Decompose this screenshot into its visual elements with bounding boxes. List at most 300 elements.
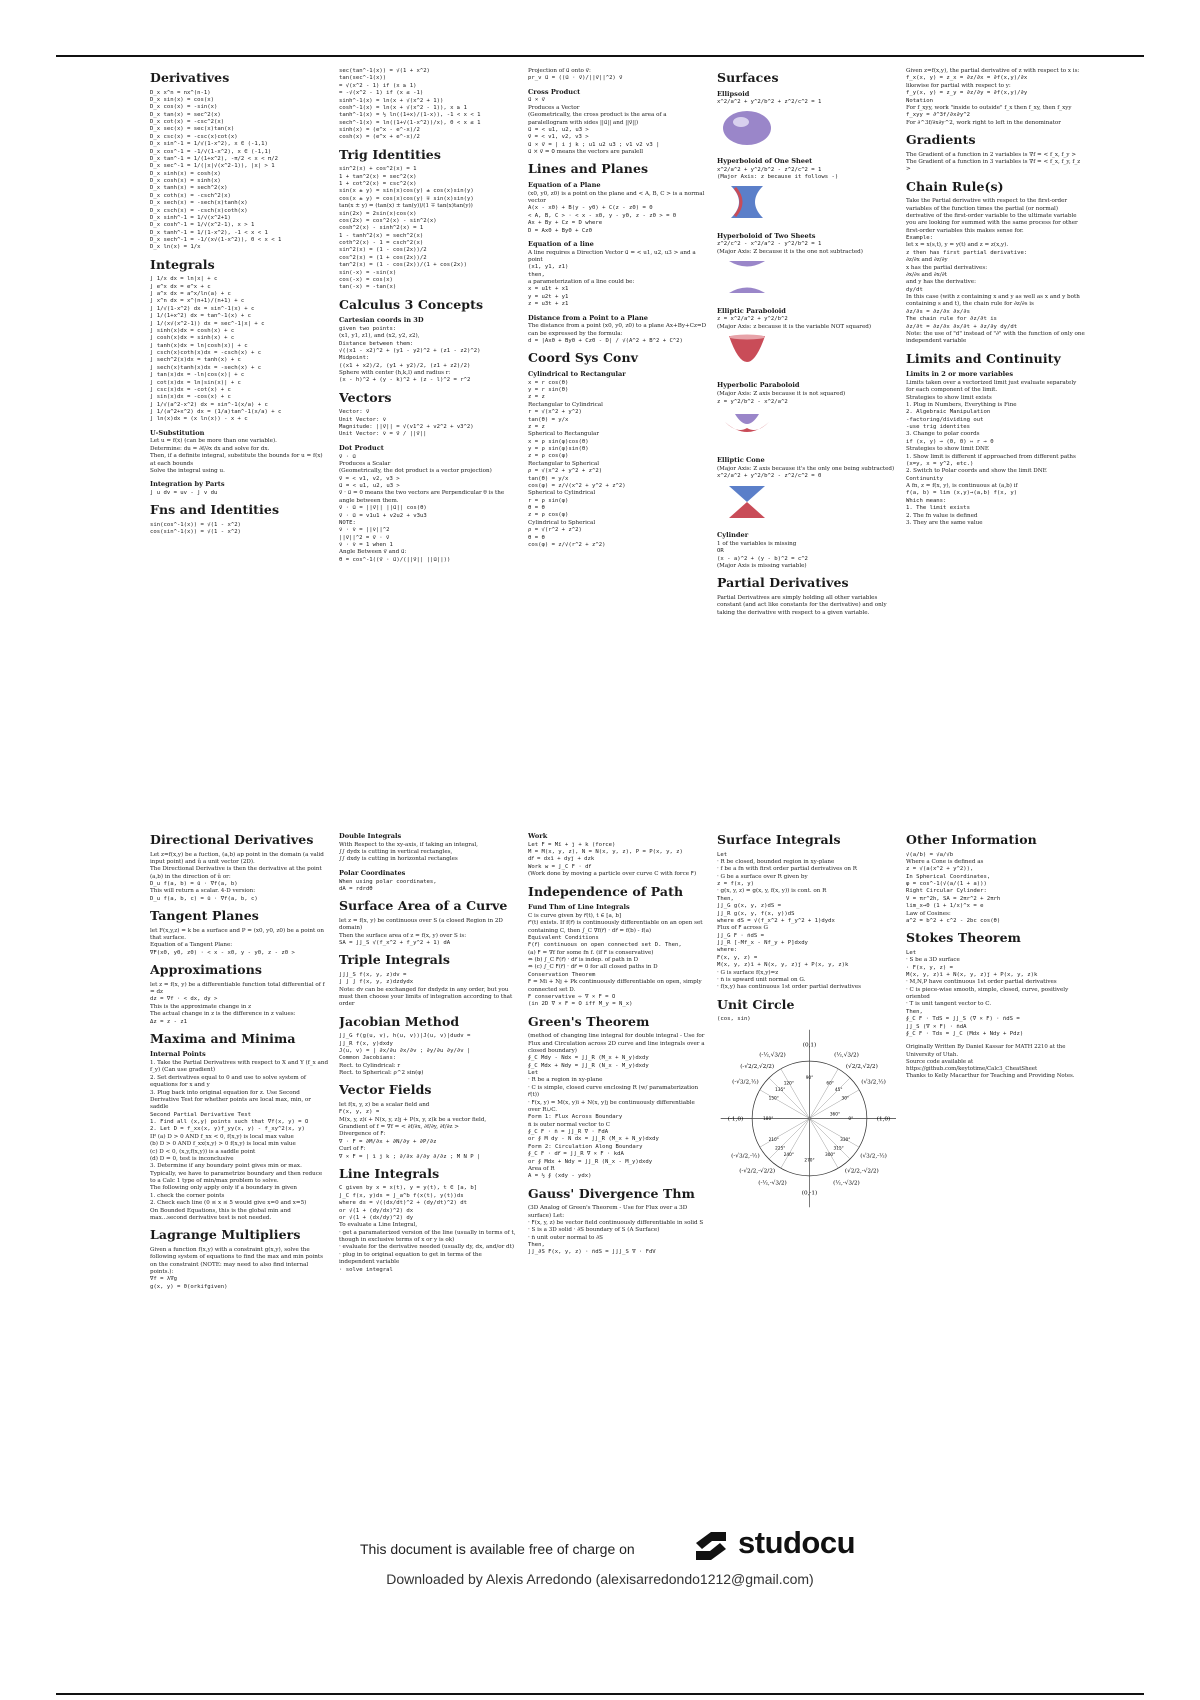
- degree-label: 225°: [775, 1145, 786, 1151]
- formula-line: cos(φ) = z/√(r^2 + z^2): [528, 541, 606, 548]
- formula-line: likewise for partial with respect to y:: [906, 82, 1011, 89]
- formula-line: · f be a fn with first order partial derivatives on R: [717, 866, 858, 873]
- formula-line: F⃗(r⃗) continuous on open connected set D. Then,: [528, 942, 682, 949]
- formula-line: Produces a Vector: [528, 104, 580, 111]
- formula-line: r = √(x^2 + y^2): [528, 409, 582, 416]
- formula-line: Let: [528, 1070, 539, 1077]
- formula-line: Let: [906, 949, 917, 956]
- formula-line: 1 - tanh^2(x) = sech^2(x): [339, 232, 424, 239]
- degree-label: 240°: [783, 1152, 794, 1158]
- formula-line: √((x1 - x2)^2 + (y1 - y2)^2 + (z1 - z2)^2): [339, 347, 481, 354]
- formula-line: ∫ 1/x dx = ln|x| + c: [150, 276, 218, 283]
- formula-line: Rectangular to Spherical: [528, 460, 600, 467]
- subsection-heading: Hyperbolic Paraboloid: [717, 381, 800, 390]
- formula-line: ∫∫ dxdy is cutting in horizontal rectangles: [339, 856, 458, 863]
- formula-line: Unit Vector: v̂ = v⃗ / ||v⃗||: [339, 431, 427, 438]
- formula-line: The following only apply only if a boundary in given: [150, 1185, 298, 1192]
- degree-label: 300°: [825, 1152, 836, 1158]
- formula-line: z = x^2/a^2 + y^2/b^2: [717, 316, 788, 323]
- degree-label: 60°: [826, 1080, 834, 1086]
- formula-line: (x1, y1, z1), and (x2, y2, z2),: [339, 333, 420, 340]
- degree-label: 315°: [833, 1145, 844, 1151]
- formula-line: θ = cos^-1((v⃗ · u⃗)/(||v⃗|| ||u⃗||)): [339, 556, 451, 563]
- formula-line: ((x1 + x2)/2, (y1 + y2)/2, (z1 + z2)/2): [339, 362, 471, 369]
- formula-line: z = ρ cos(φ): [528, 453, 569, 460]
- section: [906, 132, 1085, 174]
- formula-line: = √(x^2 - 1) if (x ≥ 1): [339, 82, 417, 89]
- formula-line: With Respect to the xy-axis, if taking an integral,: [339, 841, 478, 848]
- formula-line: Equation of a Tangent Plane:: [150, 942, 233, 949]
- formula-line: Divergence of F⃗:: [339, 1131, 386, 1138]
- formula-line: ∫ cosh(x)dx = sinh(x) + c: [150, 335, 235, 342]
- formula-line: ∫ cot(x)dx = ln|sin(x)| + c: [150, 379, 241, 386]
- column-4: [717, 68, 896, 778]
- formula-line: z = √(a(x^2 + y^2)),: [906, 866, 974, 873]
- formula-line: = -√(x^2 - 1) if (x ≤ -1): [339, 90, 424, 97]
- formula-line: ∂z/∂t = ∂z/∂x ∂x/∂t + ∂z/∂y dy/dt: [906, 323, 1018, 330]
- formula-line: The Directional Derivative is then the derivative at the point (a,b) in the direction of û or:: [150, 866, 322, 880]
- formula-line: D_x tanh(x) = sech^2(x): [150, 185, 228, 192]
- formula-line: let x = x(s,t), y = y(t) and z = z(x,y).: [906, 242, 1009, 249]
- formula-line: f_x(x, y) = z_x = ∂z/∂x = ∂f(x,y)/∂x: [906, 75, 1028, 82]
- formula-line: 1 of the variables is missing: [717, 540, 797, 547]
- formula-line: sin(x ± y) = sin(x)cos(y) ± cos(x)sin(y): [339, 188, 474, 195]
- coordinate-label: (-½,√3/2): [759, 1051, 786, 1058]
- formula-line: D_x tanh^-1 = 1/(1-x^2), -1 < x < 1: [150, 229, 268, 236]
- section-heading: Trig Identities: [339, 146, 441, 162]
- section-heading: Limits and Continuity: [906, 350, 1061, 366]
- coordinate-label: (-½,-√3/2): [758, 1179, 787, 1186]
- parab-surface-icon: [721, 333, 773, 371]
- formula-line: · f(x,y) has continuous 1st order partial derivatives: [717, 984, 862, 991]
- formula-line: V = πr^2h, SA = 2πr^2 + 2πrh: [906, 895, 1001, 902]
- section: [150, 502, 329, 536]
- formula-line: ∫ sech(x)tanh(x)dx = -sech(x) + c: [150, 364, 262, 371]
- formula-line: lim_x→0 (1 + 1/x)^x = e: [906, 903, 984, 910]
- section: [339, 869, 518, 893]
- subsection-heading: Elliptic Paraboloid: [717, 306, 786, 315]
- formula-line: Sphere with center (h,k,l) and radius r:: [339, 370, 451, 377]
- section: [339, 1166, 518, 1274]
- coordinate-label: (√2/2,-√2/2): [844, 1168, 879, 1175]
- formula-line: z = z: [528, 394, 545, 401]
- formula-line: ⇔ (b) ∫_C F⃗(r⃗) · dr⃗ is indep. of path in D: [528, 957, 639, 964]
- section-heading: Derivatives: [150, 70, 230, 85]
- subsection-heading: Dot Product: [339, 443, 384, 452]
- section: [717, 232, 896, 302]
- formula-line: D_x cosh(x) = sinh(x): [150, 178, 221, 184]
- section: [528, 161, 707, 234]
- formula-line: Common Jacobians:: [339, 1055, 397, 1062]
- section: [339, 68, 518, 142]
- section-heading: Chain Rule(s): [906, 178, 1004, 194]
- subsection-heading: Equation of a Plane: [528, 180, 601, 189]
- section-heading: Integrals: [150, 256, 215, 272]
- section: [528, 884, 707, 1009]
- formula-line: IF (a) D > 0 AND f_xx < 0, f(x,y) is local max value: [150, 1133, 294, 1140]
- section: [717, 832, 896, 992]
- coordinate-label: (-√2/2,-√2/2): [739, 1168, 776, 1175]
- studocu-logo-icon[interactable]: [688, 1523, 734, 1569]
- formula-line: (x0, y0, z0) is a point on the plane and < A, B, C > is a normal vector: [528, 190, 705, 205]
- formula-line: D_x ln(x) = 1/x: [150, 244, 201, 251]
- section-heading: Approximations: [150, 962, 263, 978]
- formula-line: Ax + By + Cz = D where: [528, 220, 603, 227]
- formula-line: A(x - x0) + B(y - y0) + C(z - z0) = 0: [528, 205, 653, 212]
- formula-line: a parameterization of a line could be:: [528, 279, 635, 286]
- formula-line: · evaluate for the derivative needed (usually dy, dx, and/or dt): [339, 1244, 515, 1251]
- formula-line: Rect. to Cylindrical: r: [339, 1062, 401, 1069]
- section: [339, 832, 518, 864]
- formula-line: Example:: [906, 235, 933, 241]
- formula-line: Vector: v⃗: [339, 409, 370, 416]
- formula-line: cos^2(x) = (1 + cos(2x))/2: [339, 254, 427, 261]
- formula-line: cos(φ) = z/√(x^2 + y^2 + z^2): [528, 482, 626, 489]
- formula-line: tan^2(x) = (1 - cos(2x))/(1 + cos(2x)): [339, 262, 467, 269]
- formula-line: Conservation Theorem: [528, 971, 596, 978]
- formula-line: (Major Axis: Z axis because it's the only one being subtracted): [717, 465, 895, 472]
- formula-line: The distance from a point (x0, y0, z0) to a plane Ax+By+Cz=D can be expressed by the formula:: [528, 323, 707, 337]
- section: [717, 456, 896, 526]
- formula-line: ∫ csc(x)dx = -cot(x) + c: [150, 386, 231, 393]
- cheat-sheet-page-2: [150, 830, 1085, 1525]
- formula-line: · G be a surface over R given by: [717, 873, 808, 880]
- hyper2-surface-icon: [721, 258, 773, 296]
- formula-line: F⃗(x, y, z) =: [717, 954, 758, 961]
- formula-line: Curl of F⃗:: [339, 1146, 366, 1153]
- coordinate-label: (½,-√3/2): [833, 1179, 860, 1186]
- formula-line: · get a paramaterized version of the line (usually in terms of t, though in exclusive terms of x or y is ok): [339, 1229, 516, 1244]
- formula-line: (Geometrically, the cross product is the area of a paralellogram with sides ||u⃗|| and ||v⃗||): [528, 112, 667, 126]
- formula-line: Rectangular to Cylindrical: [528, 401, 603, 408]
- degree-label: 90°: [805, 1075, 814, 1081]
- subsection-heading: Fund Thm of Line Integrals: [528, 903, 630, 912]
- subsection-heading: Hyperboloid of Two Sheets: [717, 231, 816, 240]
- formula-line: Spherical to Rectangular: [528, 431, 600, 438]
- formula-line: sinh^-1(x) = ln(x + √(x^2 + 1)): [339, 97, 444, 104]
- formula-line: tan(θ) = y/x: [528, 416, 569, 423]
- formula-line: tan(x ± y) = (tan(x) ± tan(y))/(1 ∓ tan(x)tan(y)): [339, 203, 473, 210]
- formula-line: Then,: [717, 895, 734, 902]
- bottom-rule: [56, 1693, 1144, 1695]
- coordinate-label: (-√3/2,½): [732, 1078, 759, 1085]
- formula-line: (x - a)^2 + (y - b)^2 = c^2: [717, 555, 808, 562]
- formula-line: On Bounded Equations, this is the global min and max...second derivative test is not needed.: [150, 1207, 291, 1221]
- formula-line: tanh^-1(x) = ½ ln((1+x)/(1-x)), -1 < x < 1: [339, 112, 481, 119]
- section: [528, 832, 707, 879]
- section: [717, 997, 896, 1211]
- section: [339, 952, 518, 1008]
- formula-line: 2. The fn value is defined: [906, 512, 978, 519]
- formula-line: z then has first partial derivative:: [906, 249, 1028, 256]
- section: [528, 314, 707, 346]
- formula-line: D_x csch(x) = -csch(x)coth(x): [150, 207, 248, 214]
- formula-line: 1. The limit exists: [906, 505, 970, 512]
- formula-line: ∫ 1/√(1-x^2) dx = sin^-1(x) + c: [150, 305, 255, 312]
- formula-line: When using polar coordinates,: [339, 878, 437, 885]
- coordinate-label: (1,0): [876, 1115, 891, 1122]
- formula-line: D_u f(a, b) = û · ∇f(a, b): [150, 881, 238, 887]
- angle-spoke: [810, 1068, 839, 1118]
- formula-line: Where a Cone is defined as: [906, 858, 984, 865]
- cone-surface-icon: [721, 483, 773, 521]
- formula-line: and y has the derivative:: [906, 279, 977, 286]
- angle-spoke: [810, 1118, 860, 1147]
- formula-line: ||v⃗||^2 = v⃗ · v⃗: [339, 534, 390, 541]
- column-1: [150, 68, 329, 778]
- formula-line: D_x x^n = nx^(n-1): [150, 89, 211, 96]
- formula-line: D_x sec(x) = sec(x)tan(x): [150, 126, 235, 133]
- section-heading: Maxima and Minima: [150, 1030, 296, 1046]
- formula-line: A line requires a Direction Vector u⃗ = < u1, u2, u3 > and a point: [528, 249, 696, 263]
- formula-line: sin^2(x) = (1 - cos(2x))/2: [339, 247, 427, 254]
- coordinate-label: (0,-1): [801, 1189, 818, 1196]
- formula-line: (a) F⃗ = ∇f for some fn f. (if F⃗ is conservative): [528, 949, 654, 956]
- formula-line: d = |Ax0 + By0 + Cz0 - D| / √(A^2 + B^2 + C^2): [528, 338, 683, 345]
- formula-line: (d) D = 0, test is inconclusive: [150, 1155, 234, 1162]
- coordinate-label: (√3/2,-½): [860, 1152, 887, 1159]
- formula-line: sin^2(x) + cos^2(x) = 1: [339, 166, 417, 173]
- section: [906, 832, 1085, 925]
- degree-label: 120°: [783, 1080, 794, 1086]
- credit-line: Originally Written By Daniel Kassar for MATH 2210 at the University of Utah.: [906, 1044, 1066, 1058]
- section: [906, 1044, 1085, 1080]
- section-heading: Surfaces: [717, 70, 779, 85]
- formula-line: (Major Axis is missing variable): [717, 562, 807, 569]
- formula-line: where:: [717, 947, 738, 954]
- formula-line: v⃗ = < v1, v2, v3 >: [528, 134, 589, 141]
- subsection-heading: Integration by Parts: [150, 480, 225, 489]
- formula-line: Midpoint:: [339, 355, 370, 362]
- formula-line: ∫ 1/(1+x^2) dx = tan^-1(x) + c: [150, 313, 252, 320]
- formula-line: · n̂ is upward unit normal on G.: [717, 976, 806, 983]
- formula-line: · F⃗(x, y, z) be vector field continuously differentiable in solid S: [528, 1219, 704, 1226]
- section: [717, 575, 896, 617]
- formula-line: (Major Axis: Z axis because it is not squared): [717, 391, 846, 398]
- formula-line: Form 1: Flux Across Boundary: [528, 1114, 623, 1121]
- formula-line: Determine: du = ∂f/∂x dx and solve for dx.: [150, 445, 270, 452]
- formula-line: 2. Set derivatives equal to 0 and use to solve system of equations for x and y: [150, 1074, 306, 1089]
- formula-line: r⃗'(t) exists. If f(r⃗) is continuously differentiable on an open set containing C, then ∫_C ∇f(r⃗) · dr⃗ = f(b) - f(a): [528, 920, 703, 934]
- formula-line: Grandient of f = ∇f = < ∂f/∂x, ∂f/∂y, ∂f/∂z >: [339, 1124, 459, 1131]
- formula-line: · n̂ unit outer normal to ∂S: [528, 1234, 603, 1241]
- formula-line: f_xyy = ∂^3f/∂x∂y^2: [906, 112, 970, 119]
- subsection-heading: Ellipsoid: [717, 89, 750, 98]
- formula-line: Flux of F⃗ across G: [717, 925, 768, 932]
- formula-line: (c) D < 0, (x,y,f(x,y)) is a saddle point: [150, 1148, 256, 1155]
- formula-line: let F(x,y,z) = k be a surface and P = (x0, y0, z0) be a point on that surface.: [150, 927, 325, 941]
- section-heading: Line Integrals: [339, 1165, 440, 1181]
- section-heading: Tangent Planes: [150, 908, 259, 924]
- section-heading: Directional Derivatives: [150, 832, 314, 847]
- formula-line: Given z=f(x,y), the partial derivative of z with respect to x is:: [906, 68, 1080, 74]
- formula-line: u⃗ × v⃗ = 0⃗ means the vectors are paralell: [528, 149, 644, 156]
- formula-line: ∮_C F⃗ · n̂ = ∫∫_R ∇ · F⃗dA: [528, 1129, 609, 1136]
- formula-line: Let z=f(x,y) be a fuction, (a,b) ap point in the domain (a valid input point) and û a unit vector (2D).: [150, 851, 324, 865]
- formula-line: ⇔ (c) ∫_C F⃗(r⃗) · dr⃗ = 0 for all closed paths in D: [528, 964, 658, 971]
- formula-line: (Major Axis: z because it is the variable NOT squared): [717, 323, 872, 330]
- formula-line: ∫∫_S (∇ × F⃗) · n̂dA: [906, 1023, 967, 1030]
- section-heading: Independence of Path: [528, 883, 684, 899]
- formula-line: cos(2x) = cos^2(x) - sin^2(x): [339, 217, 437, 224]
- formula-line: 2. Switch to Polar coords and show the limit DNE: [906, 468, 1047, 475]
- formula-line: v⃗ · u⃗: [339, 453, 356, 460]
- formula-line: For f_xyy, work "inside to outside" f_x then f_xy, then f_xyy: [906, 104, 1072, 111]
- formula-line: ∫_C f(x, y)ds = ∫_a^b f(x(t), y(t))ds: [339, 1192, 464, 1199]
- formula-line: z = f(x, y): [717, 881, 755, 887]
- formula-line: ∇ × F⃗ = | î ĵ k̂ ; ∂/∂x ∂/∂y ∂/∂z ; M N P |: [339, 1153, 481, 1160]
- formula-line: 2. Check each line (0 ≤ x ≤ 5 would give x=0 and x=5): [150, 1200, 307, 1207]
- section-heading: Other Information: [906, 832, 1037, 847]
- section: [150, 832, 329, 903]
- formula-line: u⃗ × v⃗ = | i j k ; u1 u2 u3 ; v1 v2 v3 |: [528, 141, 660, 148]
- formula-line: ∫∫_G f(g(u, v), h(u, v))|J(u, v)|dudv =: [339, 1033, 471, 1040]
- formula-line: y = u2t + y1: [528, 293, 569, 300]
- formula-line: ∫ 1/(x√(x^2-1)) dx = sec^-1|x| + c: [150, 320, 265, 327]
- formula-line: This will return a scalar. 4-D version:: [150, 888, 256, 895]
- section: [528, 240, 707, 309]
- formula-line: ∫∫_G F⃗ · n̂dS =: [717, 932, 764, 939]
- formula-line: Take the Partial derivative with respect to the first-order variables of the function times the partial (or normal) derivative of the first-order variable to the ultimate variable you are looking for summed with the same process for other first-order variables this makes sense for.: [906, 198, 1078, 234]
- formula-line: This is the approximate change in z: [150, 1003, 252, 1010]
- section-heading: Green's Theorem: [528, 1013, 650, 1029]
- formula-line: D_x tan(x) = sec^2(x): [150, 111, 221, 118]
- ellipsoid-surface-icon: [721, 109, 773, 147]
- formula-line: ∮_C Mdy - Ndx = ∫∫_R (M_x + N_y)dxdy: [528, 1055, 649, 1062]
- author-credit: [906, 1044, 1085, 1080]
- section-heading: Coord Sys Conv: [528, 350, 639, 366]
- formula-line: · F⃗(x, y, z) =: [906, 964, 953, 971]
- formula-line: A fn, z = f(x, y), is continuous at (a,b) if: [906, 483, 1018, 490]
- formula-line: Given a function f(x,y) with a constraint g(x,y), solve the following system of equations to find the max and min points on the constraint (NOTE: may need to also find internal points.):: [150, 1246, 323, 1275]
- formula-line: OR: [717, 548, 724, 555]
- section-heading: Partial Derivatives: [717, 575, 849, 591]
- formula-line: The Gradient of a function in 3 variables is ∇f = < f_x, f_y, f_z >: [906, 158, 1081, 173]
- column-2: [339, 68, 518, 778]
- section: [150, 257, 329, 424]
- formula-line: 3. Plug back into original equation for z. Use Second Derivative Test for whether points are local max, min, or saddle: [150, 1089, 311, 1111]
- column-3: [528, 830, 707, 1525]
- formula-line: ∫∫_∂S F⃗(x, y, z) · n̂dS = ∫∫∫_S ∇ · F⃗dV: [528, 1249, 656, 1256]
- formula-line: Notation: [906, 97, 933, 104]
- formula-line: ∇ · F⃗ = ∂M/∂x + ∂N/∂y + ∂P/∂z: [339, 1138, 437, 1145]
- formula-line: n̂ is outer normal vector to C: [528, 1121, 610, 1128]
- column-3: [528, 68, 707, 778]
- formula-line: ∫ tanh(x)dx = ln|cosh(x)| + c: [150, 342, 248, 349]
- formula-line: For ∂^3f/∂x∂y^2, work right to left in the denominator: [906, 119, 1061, 126]
- formula-line: D_x coth(x) = -csch^2(x): [150, 192, 231, 199]
- degree-label: 150°: [768, 1096, 779, 1102]
- formula-line: D_x sin^-1 = 1/√(1-x^2), x ∈ (-1,1): [150, 141, 268, 148]
- formula-line: x = ρ sin(φ)cos(θ): [528, 438, 589, 445]
- formula-line: Limits taken over a vectorized limit just evaluate separately for each component of the limit.: [906, 379, 1077, 394]
- formula-line: (cos, sin): [717, 1016, 751, 1023]
- formula-line: or √(1 + (dx/dy)^2) dy: [339, 1214, 414, 1221]
- section: [150, 962, 329, 1026]
- formula-line: Let F⃗ = Mî + ĵ + k̂ (force): [528, 841, 616, 848]
- formula-line: D_x sech^-1 = -1/(x√(1-x^2)), 0 < x < 1: [150, 237, 282, 243]
- formula-line: v⃗ · u⃗ = ||v⃗|| ||u⃗|| cos(θ): [339, 505, 427, 512]
- formula-line: 2. Algebraic Manipulation: [906, 409, 991, 416]
- formula-line: ∫ ln(x)dx = (x ln(x)) - x + c: [150, 416, 248, 423]
- formula-line: · F⃗(x, y) = M(x, y)î + N(x, y)ĵ be continuously differentiable over R∪C.: [528, 1099, 695, 1113]
- formula-line: 3. Determine if any boundary point gives min or max. Typically, we have to parametrize boundary and then reduce to a Calc 1 type of min/max problem to solve.: [150, 1163, 323, 1185]
- formula-line: sec(tan^-1(x)) = √(1 + x^2): [339, 68, 430, 74]
- formula-line: z^2/c^2 - x^2/a^2 - y^2/b^2 = 1: [717, 241, 822, 248]
- formula-line: θ = θ: [528, 505, 545, 512]
- formula-line: y = r sin(θ): [528, 387, 569, 394]
- formula-line: 1. Take the Partial Derivatives with respect to X and Y (f_x and f_y) (Can use gradient): [150, 1060, 329, 1074]
- section-heading: Surface Area of a Curve: [339, 898, 508, 914]
- formula-line: C given by x = x(t), y = y(t), t ∈ [a, b]: [339, 1185, 478, 1192]
- formula-line: where dS = √(f_x^2 + f_y^2 + 1)dydx: [717, 917, 835, 924]
- formula-line: D = Ax0 + By0 + Cz0: [528, 227, 592, 234]
- coordinate-label: (-1,0): [727, 1115, 744, 1122]
- subsection-heading: Cylindrical to Rectangular: [528, 369, 626, 378]
- degree-label-360: 360°: [829, 1112, 841, 1118]
- formula-line: ∫∫ dydx is cutting in vertical rectangles,: [339, 849, 453, 856]
- coordinate-label: (√3/2,½): [861, 1078, 886, 1085]
- formula-line: cos(sin^-1(x)) = √(1 - x^2): [150, 529, 241, 536]
- section: [339, 1082, 518, 1161]
- formula-line: · g(x, y, z) = g(x, y, f(x, y)) is cont. on R: [717, 888, 827, 895]
- section: [528, 1186, 707, 1257]
- degree-label: 0°: [848, 1116, 854, 1122]
- section-heading: Fns and Identities: [150, 502, 280, 518]
- section: [906, 930, 1085, 1038]
- formula-line: let z = f(x, y) be a differentiable function total differential of f = dz: [150, 981, 325, 995]
- formula-line: · S be a 3D surface: [906, 957, 960, 964]
- formula-line: D_x sinh(x) = cosh(x): [150, 170, 221, 177]
- formula-line: · R be closed, bounded region in xy-plane: [717, 858, 835, 865]
- formula-line: Continunity: [906, 475, 944, 482]
- formula-line: pr_v u⃗ = ((u⃗ · v⃗)/||v⃗||^2) v⃗: [528, 75, 623, 82]
- formula-line: D_x sech(x) = -sech(x)tanh(x): [150, 200, 248, 207]
- formula-line: Δz = z - z1: [150, 1018, 188, 1025]
- formula-line: M(x, y, z)î + N(x, y, z)ĵ + P(x, y, z)k̂: [717, 962, 849, 969]
- degree-label: 330°: [840, 1137, 851, 1143]
- formula-line: C is curve given by r⃗(t), t ∈ [a, b]: [528, 912, 622, 919]
- column-5: [906, 68, 1085, 778]
- formula-line: ∫ x^n dx = x^(n+1)/(n+1) + c: [150, 298, 245, 305]
- formula-line: In Spherical Coordinates,: [906, 873, 991, 880]
- formula-line: dA = rdrdθ: [339, 885, 373, 892]
- section: [150, 908, 329, 957]
- formula-line: cos(-x) = cos(x): [339, 276, 393, 283]
- formula-line: (Major Axis: z because it follows -): [717, 174, 839, 181]
- formula-line: Rect. to Spherical: ρ^2 sin(φ): [339, 1070, 424, 1077]
- formula-line: v⃗ · u⃗ = 0 means the two vectors are Perpendicular θ is the angle between them.: [339, 490, 505, 504]
- formula-line: ∫∫∫_S f(x, y, z)dv =: [339, 971, 407, 978]
- formula-line: Angle Between v⃗ and u⃗:: [339, 549, 407, 556]
- subsection-heading: Equation of a line: [528, 239, 594, 248]
- formula-line: (x=y, x = y^2, etc.): [906, 460, 974, 467]
- formula-line: 1 + cot^2(x) = csc^2(x): [339, 181, 417, 187]
- saddle-surface-icon: [721, 408, 773, 446]
- formula-line: Right Circular Cylinder:: [906, 888, 987, 895]
- formula-line: M(x, y, z)î + N(x, y, z)ĵ + P(x, y, z)k̂: [906, 971, 1038, 978]
- formula-line: cosh^-1(x) = ln(x + √(x^2 - 1)), x ≥ 1: [339, 104, 467, 111]
- formula-line: Strategies to show limit exists: [906, 394, 992, 401]
- formula-line: given two points:: [339, 325, 397, 332]
- studocu-brand[interactable]: studocu: [738, 1525, 856, 1560]
- formula-line: -factoring/dividing out: [906, 416, 984, 423]
- formula-line: The actual change in z is the difference in z values:: [150, 1011, 296, 1018]
- section-heading: Lagrange Multipliers: [150, 1227, 301, 1243]
- formula-line: D_x tan^-1 = 1/(1+x^2), -π/2 < x < π/2: [150, 155, 278, 162]
- section-heading: Vector Fields: [339, 1082, 432, 1098]
- formula-line: < A, B, C > · < x - x0, y - y0, z - z0 > = 0: [528, 212, 677, 219]
